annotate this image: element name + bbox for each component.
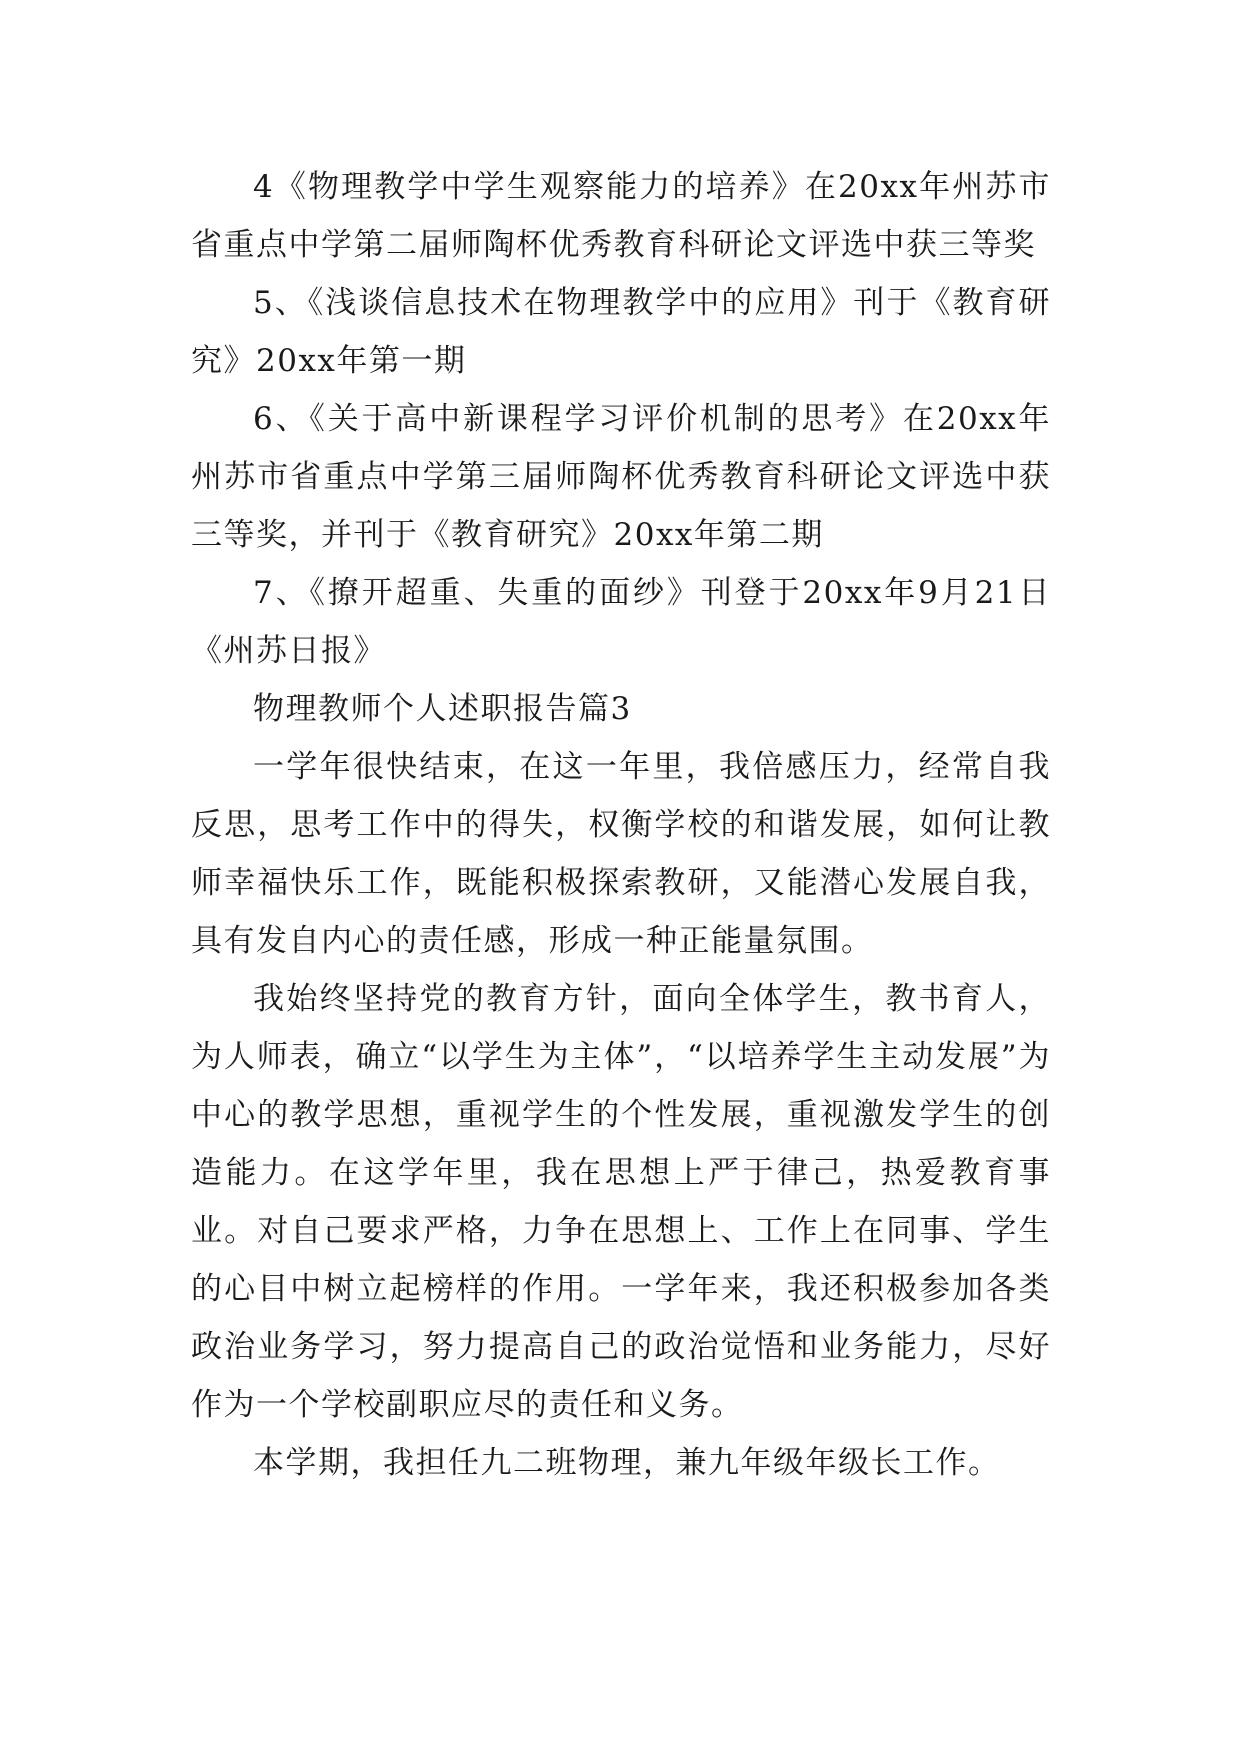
section-title: 物理教师个人述职报告篇3 <box>253 691 632 727</box>
body-paragraph-3: 本学期，我担任九二班物理，兼九年级年级长工作。 <box>253 1445 1001 1481</box>
body-paragraph-2: 我始终坚持党的教育方针，面向全体学生，教书育人，为人师表，确立“以学生为主体”，“以培养学生主动发展”为中心的教学思想，重视学生的个性发展，重视激发学生的创造能力。在这学年里，我在思想上严于律己，热爱教育事业。对自己要求严格，力争在思想上、工作上在同事、学生的心目中树立起榜样的作用。一学年来，我还积极参加各类政治业务学习，努力提高自己的政治觉悟和业务能力，尽好作为一个学校副职应尽的责任和义务。 <box>191 981 1051 1423</box>
award-item-7: 7、《撩开超重、失重的面纱》刊登于20xx年9月21日《州苏日报》 <box>191 575 1051 669</box>
document-body <box>191 158 1051 1492</box>
award-item-6: 6、《关于高中新课程学习评价机制的思考》在20xx年州苏市省重点中学第三届师陶杯优秀教育科研论文评选中获三等奖，并刊于《教育研究》20xx年第二期 <box>191 401 1051 553</box>
body-paragraph-1: 一学年很快结束，在这一年里，我倍感压力，经常自我反思，思考工作中的得失，权衡学校的和谐发展，如何让教师幸福快乐工作，既能积极探索教研，又能潜心发展自我，具有发自内心的责任感，形成一种正能量氛围。 <box>191 749 1051 959</box>
award-item-4: 4《物理教学中学生观察能力的培养》在20xx年州苏市省重点中学第二届师陶杯优秀教育科研论文评选中获三等奖 <box>191 169 1051 263</box>
award-item-5: 5、《浅谈信息技术在物理教学中的应用》刊于《教育研究》20xx年第一期 <box>191 285 1051 379</box>
